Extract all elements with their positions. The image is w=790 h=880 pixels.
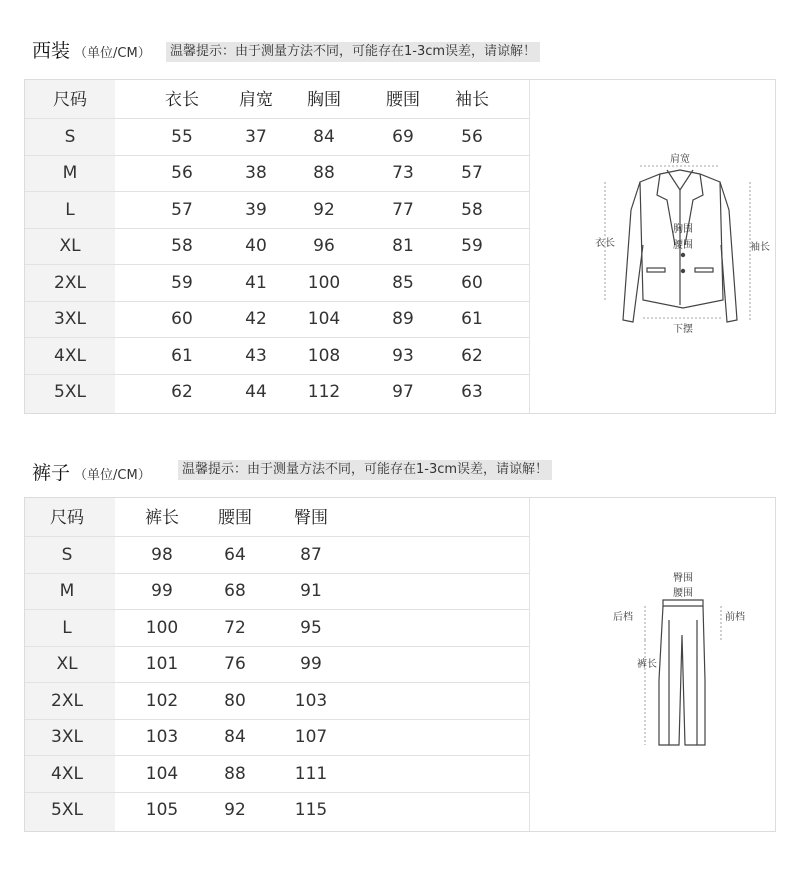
pants-waistband: [663, 600, 703, 606]
pants-table-cell: 2XL: [51, 690, 83, 711]
pants-outline: [659, 606, 705, 745]
suit-table-cell: 56: [171, 163, 193, 183]
suit-table-cell: 60: [171, 309, 193, 329]
suit-table-cell: 73: [392, 163, 414, 183]
suit-label-chest: 胸围: [673, 224, 693, 235]
pants-table-cell: M: [59, 581, 75, 601]
suit-table-cell: 58: [461, 199, 483, 220]
suit-table-cell: 57: [171, 199, 193, 220]
pants-table-cell: 95: [300, 617, 322, 638]
suit-label-sleeve: 袖长: [750, 242, 770, 253]
pants-label-length: 裤长: [637, 659, 657, 670]
pants-tip: 温馨提示：由于测量方法不同，可能存在1-3cm误差，请谅解！: [178, 460, 552, 480]
pants-table-cell: 87: [300, 544, 322, 565]
suit-section-title: [32, 36, 151, 63]
pants-table-cell: 101: [145, 654, 179, 674]
suit-jacket-diagram: [585, 150, 785, 350]
pants-label-waist: 腰围: [673, 588, 693, 599]
pants-table-cell: 4XL: [51, 763, 83, 784]
pants-table-cell: 80: [224, 690, 246, 711]
suit-table-cell: 69: [392, 126, 414, 147]
suit-table-cell: 44: [245, 382, 267, 402]
suit-table-cell: 4XL: [54, 345, 86, 366]
suit-table-cell: 112: [307, 382, 341, 402]
pants-label-back-rise: 后档: [613, 612, 633, 623]
pants-label-hip: 臀围: [673, 573, 693, 584]
suit-table-cell: 43: [245, 345, 267, 366]
suit-header-cell: 腰围: [386, 90, 420, 110]
suit-header-cell: 胸围: [307, 90, 341, 110]
suit-table-cell: 108: [307, 345, 341, 366]
suit-table-cell: 62: [171, 382, 193, 402]
suit-table-cell: XL: [59, 236, 81, 256]
pants-unit: （单位/CM）: [74, 468, 151, 483]
suit-table-cell: 39: [245, 199, 267, 220]
pants-table-cell: 68: [224, 581, 246, 601]
suit-table-cell: 40: [245, 236, 267, 256]
suit-table-cell: 89: [392, 309, 414, 329]
pants-table-cell: 111: [294, 763, 328, 784]
pants-table-cell: 100: [145, 617, 179, 638]
pants-table-cell: 92: [224, 800, 246, 820]
suit-header-cell: 袖长: [455, 90, 489, 110]
pants-size-table: [24, 497, 776, 832]
pants-title: 裤子: [32, 462, 71, 484]
pants-table-cell: 104: [145, 763, 179, 784]
suit-unit: （单位/CM）: [74, 46, 151, 61]
jacket-body-outline: [640, 170, 723, 308]
suit-table-cell: 62: [461, 345, 483, 366]
pants-table-cell: 64: [224, 544, 246, 565]
jacket-left-pocket: [647, 268, 665, 272]
suit-tip: 温馨提示：由于测量方法不同，可能存在1-3cm误差，请谅解！: [166, 42, 540, 62]
pants-header-cell: 裤长: [145, 508, 179, 528]
suit-table-cell: 97: [392, 382, 414, 402]
suit-table-cell: M: [62, 163, 78, 183]
suit-label-shoulder: 肩宽: [670, 154, 690, 165]
suit-table-cell: 84: [313, 126, 335, 147]
suit-table-divider: [529, 80, 530, 413]
jacket-right-pocket: [695, 268, 713, 272]
pants-table-cell: 99: [300, 654, 322, 674]
pants-table-cell: XL: [56, 654, 78, 674]
suit-table-cell: 59: [461, 236, 483, 256]
suit-table-cell: 88: [313, 163, 335, 183]
suit-table-cell: 63: [461, 382, 483, 402]
suit-table-cell: 77: [392, 199, 414, 220]
pants-table-cell: 3XL: [51, 727, 83, 747]
suit-table-cell: 104: [307, 309, 341, 329]
jacket-button: [681, 253, 685, 257]
suit-table-cell: 96: [313, 236, 335, 256]
suit-table-cell: 100: [307, 272, 341, 293]
pants-table-cell: 76: [224, 654, 246, 674]
pants-header-cell: 臀围: [294, 508, 328, 528]
jacket-button: [681, 269, 685, 273]
suit-header-cell: 尺码: [53, 90, 87, 110]
pants-table-cell: 115: [294, 800, 328, 820]
suit-table-cell: 92: [313, 199, 335, 220]
suit-header-cell: 衣长: [165, 90, 199, 110]
suit-header-cell: 肩宽: [239, 90, 273, 110]
pants-table-cell: 99: [151, 581, 173, 601]
suit-table-cell: 81: [392, 236, 414, 256]
pants-table-cell: 103: [294, 690, 328, 711]
jacket-right-sleeve: [720, 182, 737, 322]
suit-label-hem: 下摆: [673, 324, 693, 335]
pants-label-front-rise: 前档: [725, 612, 745, 623]
pants-table-cell: 105: [145, 800, 179, 820]
suit-table-cell: 85: [392, 272, 414, 293]
pants-table-cell: 5XL: [51, 800, 83, 820]
pants-table-cell: 88: [224, 763, 246, 784]
suit-table-cell: 57: [461, 163, 483, 183]
suit-table-cell: 59: [171, 272, 193, 293]
suit-table-cell: 37: [245, 126, 267, 147]
pants-table-cell: 98: [151, 544, 173, 565]
pants-header-cell: 腰围: [218, 508, 252, 528]
pants-table-cell: 72: [224, 617, 246, 638]
suit-table-cell: 61: [461, 309, 483, 329]
suit-table-cell: 41: [245, 272, 267, 293]
suit-size-table: [24, 79, 776, 414]
suit-title: 西装: [32, 40, 71, 62]
pants-section-title: [32, 458, 151, 485]
suit-table-cell: 93: [392, 345, 414, 366]
pants-table-cell: L: [62, 617, 72, 638]
jacket-collar: [667, 170, 693, 190]
pants-table-cell: 84: [224, 727, 246, 747]
pants-table-cell: 107: [294, 727, 328, 747]
suit-table-cell: 55: [171, 126, 193, 147]
pants-table-cell: 91: [300, 581, 322, 601]
pants-table-cell: 102: [145, 690, 179, 711]
suit-table-cell: 38: [245, 163, 267, 183]
suit-table-cell: 61: [171, 345, 193, 366]
suit-table-cell: S: [64, 126, 76, 147]
suit-table-cell: 58: [171, 236, 193, 256]
suit-table-cell: 3XL: [54, 309, 86, 329]
pants-table-cell: S: [61, 544, 73, 565]
pants-header-cell: 尺码: [50, 508, 84, 528]
suit-table-cell: 5XL: [54, 382, 86, 402]
pants-table-divider: [529, 498, 530, 831]
suit-label-waist: 腰围: [673, 240, 693, 251]
suit-table-cell: 42: [245, 309, 267, 329]
suit-table-cell: 2XL: [54, 272, 86, 293]
suit-table-cell: L: [65, 199, 75, 220]
suit-label-length: 衣长: [595, 238, 615, 249]
pants-diagram: [585, 560, 785, 760]
suit-table-cell: 60: [461, 272, 483, 293]
suit-table-cell: 56: [461, 126, 483, 147]
pants-table-cell: 103: [145, 727, 179, 747]
